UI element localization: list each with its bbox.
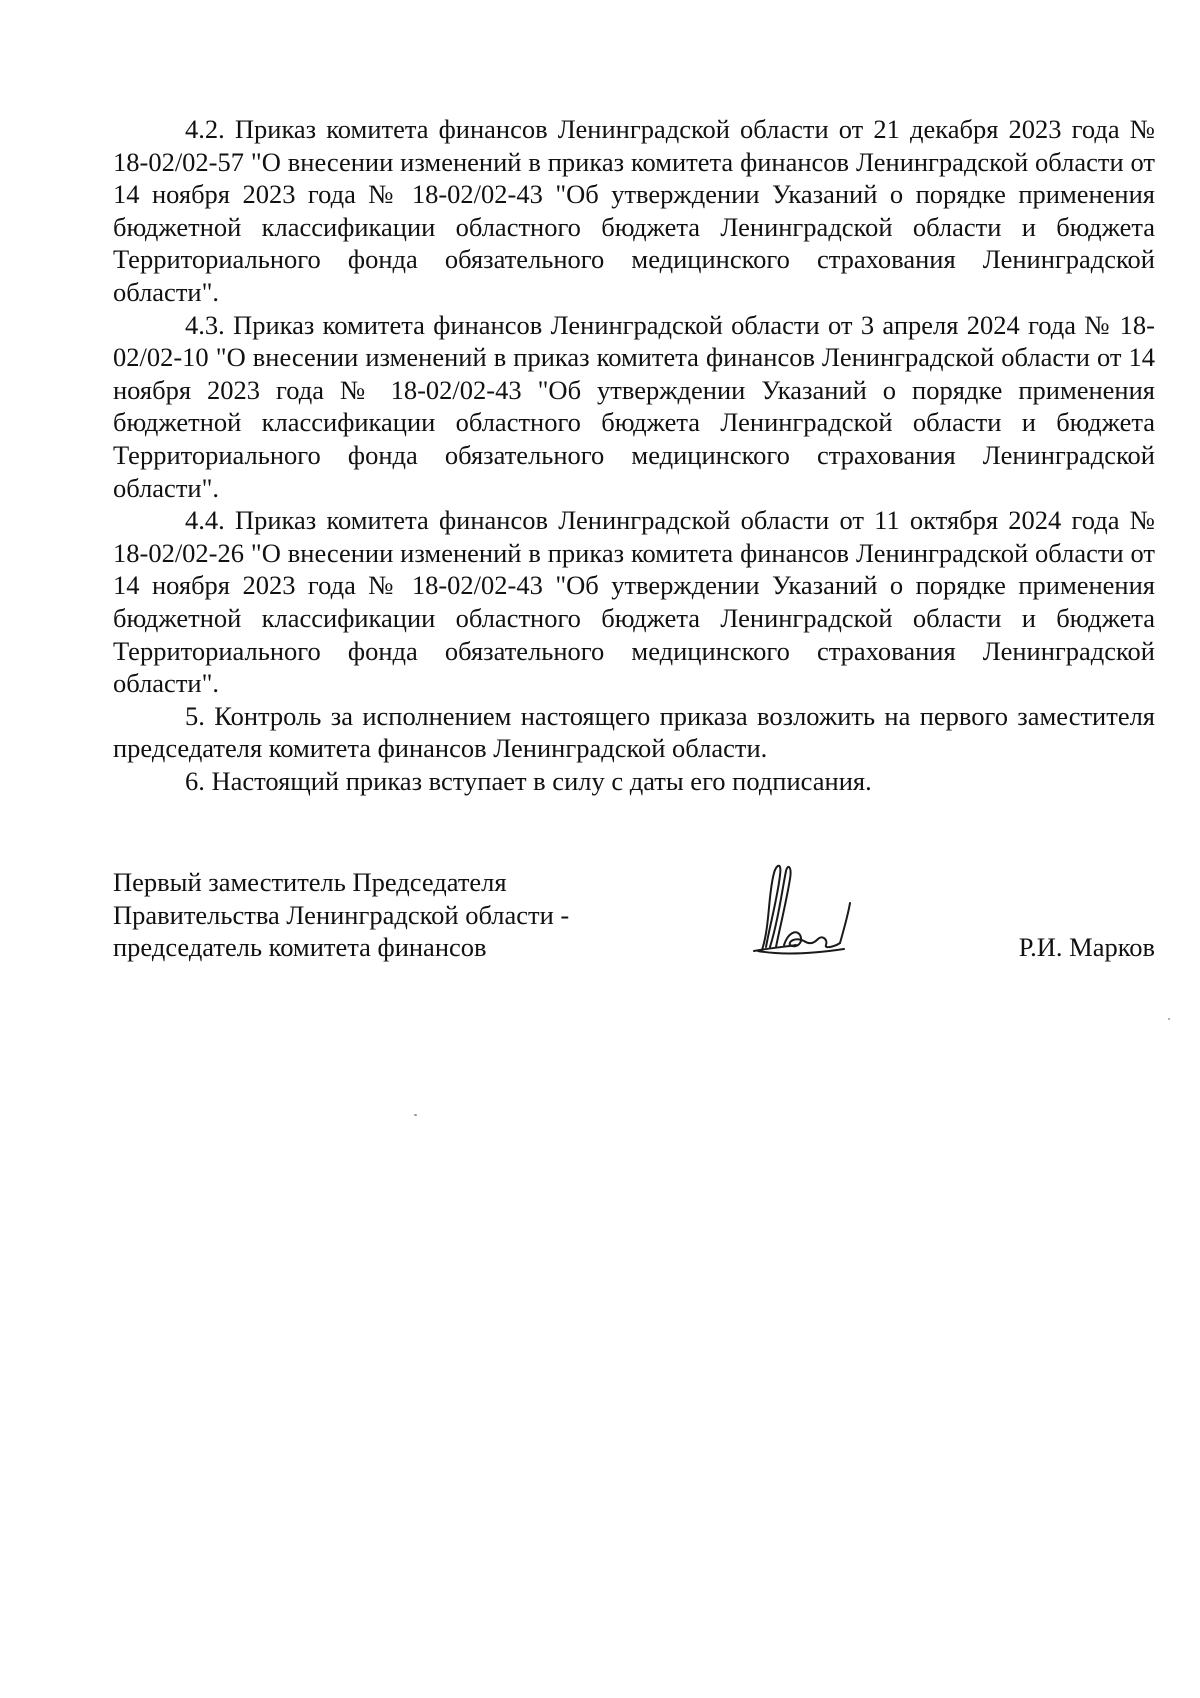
signatory-position-line: председатель комитета финансов [113,932,487,963]
handwritten-signature [740,855,860,965]
signatory-name: Р.И. Марков [1018,932,1155,962]
clause-5: 5. Контроль за исполнением настоящего приказа возложить на первого заместителя председателя комитета финансов Ленинградской области. [113,700,1155,764]
clause-6: 6. Настоящий приказ вступает в силу с даты его подписания. [185,765,872,796]
signatory-position-line: Первый заместитель Председателя [113,867,507,897]
clause-4-3: 4.3. Приказ комитета финансов Ленинградской области от 3 апреля 2024 года № 18-02/02-10 "О внесении изменений в приказ комитета финансов Ленинградской области от 14 ноября 2023 года № 18-02/02-43 "Об утверждении Указаний о порядке применения бюджетной классификации областного бюджета Ленинградской области и бюджета Территориального фонда обязательного медицинского страхования Ленинградской области". [113,309,1155,503]
scan-artifact [414,1114,417,1116]
document-body [113,113,1155,797]
signatory-position [113,866,733,964]
clause-4-4: 4.4. Приказ комитета финансов Ленинградской области от 11 октября 2024 года № 18-02/02-26 "О внесении изменений в приказ комитета финансов Ленинградской области от 14 ноября 2023 года № 18-02/02-43 "Об утверждении Указаний о порядке применения бюджетной классификации областного бюджета Ленинградской области и бюджета Территориального фонда обязательного медицинского страхования Ленинградской области". [113,505,1155,699]
signatory-position-line: Правительства Ленинградской области - [113,899,570,930]
clause-4-2: 4.2. Приказ комитета финансов Ленинградской области от 21 декабря 2023 года № 18-02/02-57 "О внесении изменений в приказ комитета финансов Ленинградской области от 14 ноября 2023 года № 18-02/02-43 "Об утверждении Указаний о порядке применения бюджетной классификации областного бюджета Ленинградской области и бюджета Территориального фонда обязательного медицинского страхования Ленинградской области". [113,114,1155,307]
scan-artifact [1168,1018,1170,1020]
